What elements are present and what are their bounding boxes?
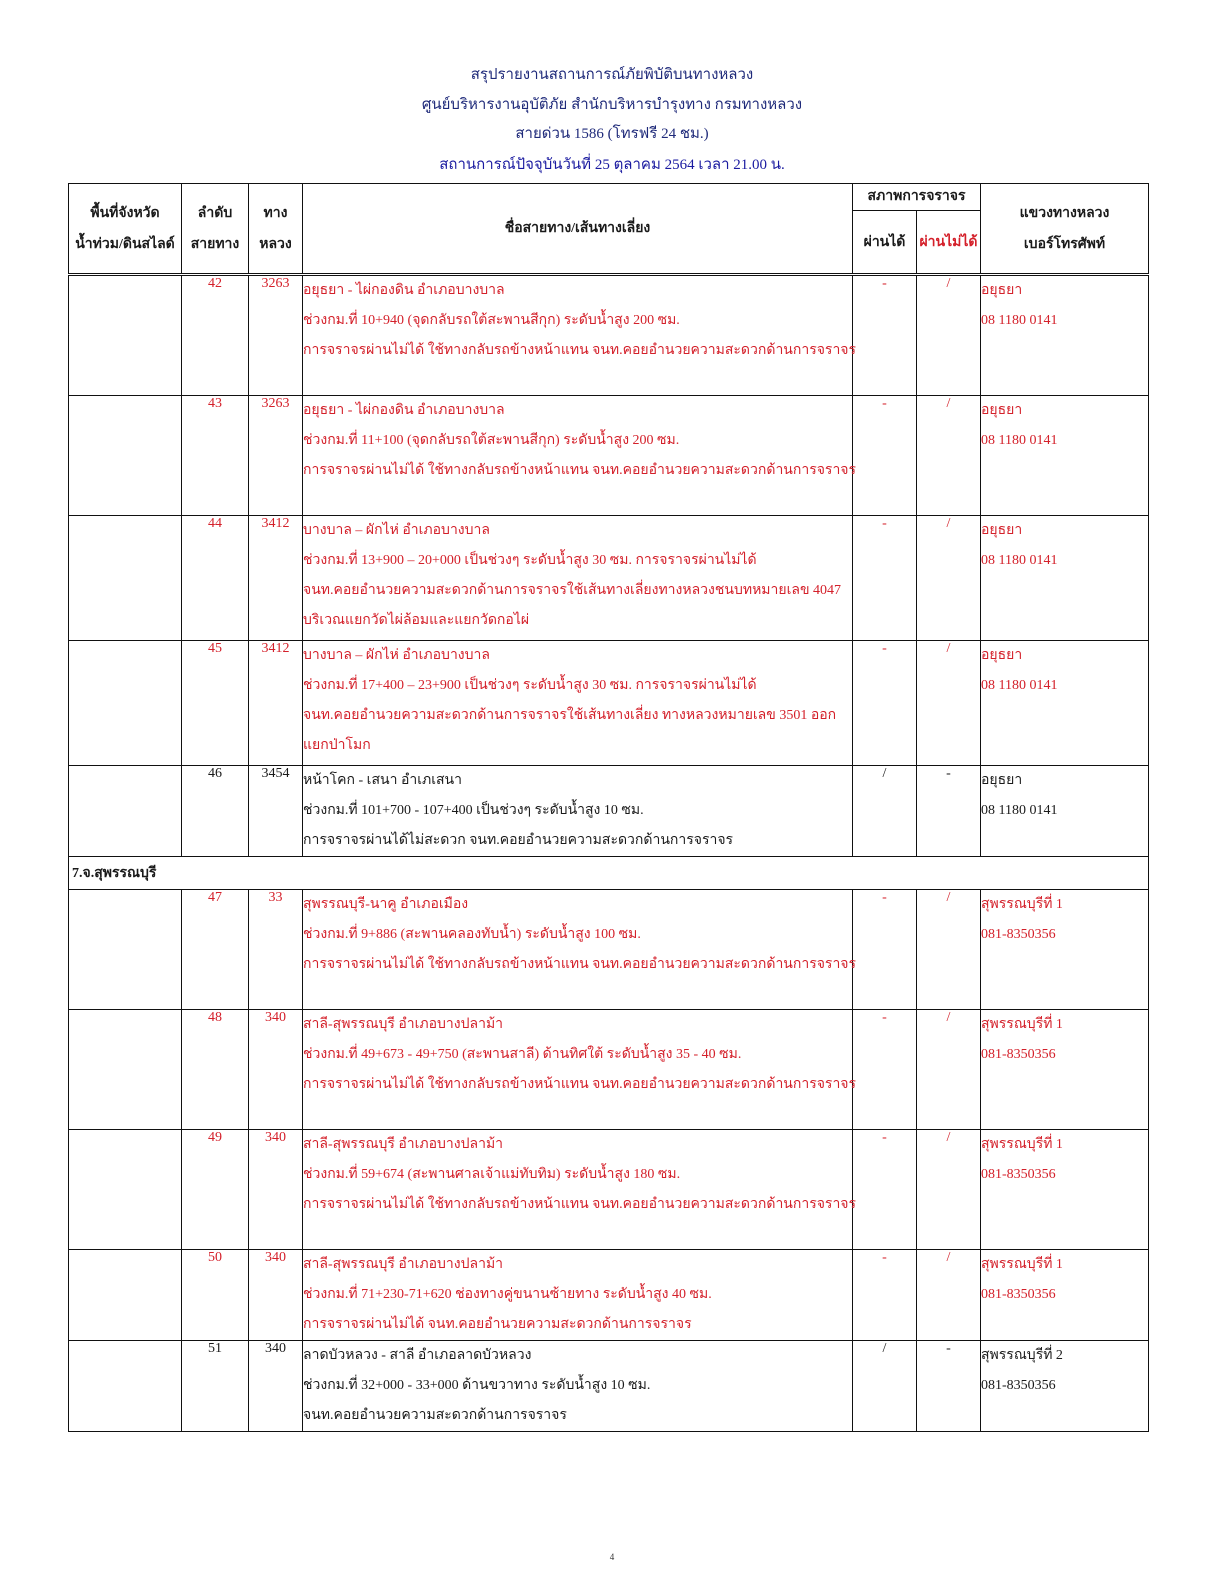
route-line: แยกป่าโมก (303, 738, 371, 753)
area-cell (69, 766, 182, 857)
area-cell (69, 890, 182, 1010)
pass-cell: - (853, 516, 917, 641)
office-phone: 081-8350356 (981, 1378, 1056, 1393)
route-cell (303, 1250, 853, 1341)
highway-cell: 33 (249, 890, 303, 1010)
office-cell (981, 1010, 1149, 1130)
route-line: ช่วงกม.ที่ 9+886 (สะพานคลองทับน้ำ) ระดับน้ำสูง 100 ซม. (303, 927, 641, 942)
route-line: ช่วงกม.ที่ 32+000 - 33+000 ด้านขวาทาง ระดับน้ำสูง 10 ซม. (303, 1378, 651, 1393)
nopass-cell: - (917, 766, 981, 857)
office-name: อยุธยา (981, 283, 1023, 298)
office-phone: 08 1180 0141 (981, 803, 1058, 818)
highway-cell: 340 (249, 1130, 303, 1250)
route-line: ช่วงกม.ที่ 13+900 – 20+000 เป็นช่วงๆ ระดับน้ำสูง 30 ซม. การจราจรผ่านไม่ได้ (303, 553, 757, 568)
table-row (69, 275, 1149, 396)
order-cell: 50 (182, 1250, 249, 1341)
route-line: สาลี-สุพรรณบุรี อำเภอบางปลาม้า (303, 1017, 504, 1032)
hotline: สายด่วน 1586 (โทรฟรี 24 ชม.) (515, 126, 709, 142)
col-traffic-header: สภาพการจราจร (853, 184, 981, 211)
route-line: ลาดบัวหลวง - สาลี อำเภอลาดบัวหลวง (303, 1348, 532, 1363)
highway-cell: 3263 (249, 275, 303, 396)
route-cell (303, 1130, 857, 1250)
col-order-header: ลำดับ สายทาง (182, 184, 249, 275)
office-phone: 08 1180 0141 (981, 313, 1058, 328)
office-phone: 081-8350356 (981, 1167, 1056, 1182)
route-line: จนท.คอยอำนวยความสะดวกด้านการจราจรใช้เส้นทางเลี่ยงทางหลวงชนบทหมายเลข 4047 (303, 583, 842, 598)
route-line: การจราจรผ่านไม่ได้ ใช้ทางกลับรถข้างหน้าแทน จนท.คอยอำนวยความสะดวกด้านการจราจร (303, 343, 857, 358)
office-name: อยุธยา (981, 773, 1023, 788)
route-line: ช่วงกม.ที่ 10+940 (จุดกลับรถใต้สะพานสีกุก) ระดับน้ำสูง 200 ซม. (303, 313, 680, 328)
order-cell: 43 (182, 396, 249, 516)
office-phone: 081-8350356 (981, 927, 1056, 942)
route-line: การจราจรผ่านไม่ได้ ใช้ทางกลับรถข้างหน้าแทน จนท.คอยอำนวยความสะดวกด้านการจราจร (303, 1197, 857, 1212)
highway-cell: 3412 (249, 641, 303, 766)
area-cell (69, 1250, 182, 1341)
route-cell (303, 516, 853, 641)
route-line: การจราจรผ่านไม่ได้ ใช้ทางกลับรถข้างหน้าแทน จนท.คอยอำนวยความสะดวกด้านการจราจร (303, 1077, 857, 1092)
office-name: อยุธยา (981, 648, 1023, 663)
report-datetime: สถานการณ์ปัจจุบันวันที่ 25 ตุลาคม 2564 เวลา 21.00 น. (439, 157, 785, 173)
table-row (69, 1010, 1149, 1130)
office-phone: 081-8350356 (981, 1047, 1056, 1062)
route-line: ช่วงกม.ที่ 59+674 (สะพานศาลเจ้าแม่ทับทิม) ระดับน้ำสูง 180 ซม. (303, 1167, 681, 1182)
report-table (68, 183, 1149, 1432)
route-line: บางบาล – ผักไห่ อำเภอบางบาล (303, 648, 490, 663)
route-cell (303, 1341, 853, 1432)
col-area-header: พื้นที่จังหวัด น้ำท่วม/ดินสไลด์ (69, 184, 182, 275)
route-line: ช่วงกม.ที่ 17+400 – 23+900 เป็นช่วงๆ ระดับน้ำสูง 30 ซม. การจราจรผ่านไม่ได้ (303, 678, 757, 693)
pass-cell: - (853, 1010, 917, 1130)
route-line: จนท.คอยอำนวยความสะดวกด้านการจราจรใช้เส้นทางเลี่ยง ทางหลวงหมายเลข 3501 ออก (303, 708, 837, 723)
office-cell (981, 641, 1149, 766)
route-cell (303, 1010, 857, 1130)
highway-cell: 3412 (249, 516, 303, 641)
route-line: สุพรรณบุรี-นาคู อำเภอเมือง (303, 897, 469, 912)
office-cell (981, 516, 1149, 641)
route-line: บริเวณแยกวัดไผ่ล้อมและแยกวัดกอไผ่ (303, 613, 530, 628)
area-cell (69, 516, 182, 641)
section-row (69, 857, 1149, 890)
pass-cell: - (853, 641, 917, 766)
table-row (69, 641, 1149, 766)
route-line: ช่วงกม.ที่ 49+673 - 49+750 (สะพานสาลี) ด้านทิศใต้ ระดับน้ำสูง 35 - 40 ซม. (303, 1047, 742, 1062)
nopass-cell: / (917, 890, 981, 1010)
route-line: การจราจรผ่านไม่ได้ ใช้ทางกลับรถข้างหน้าแทน จนท.คอยอำนวยความสะดวกด้านการจราจร (303, 957, 857, 972)
office-name: สุพรรณบุรีที่ 1 (981, 1257, 1063, 1272)
nopass-cell: / (917, 516, 981, 641)
route-line: ช่วงกม.ที่ 101+700 - 107+400 เป็นช่วงๆ ระดับน้ำสูง 10 ซม. (303, 803, 644, 818)
highway-cell: 340 (249, 1341, 303, 1432)
pass-cell: / (853, 1341, 917, 1432)
table-row (69, 516, 1149, 641)
area-cell (69, 396, 182, 516)
order-cell: 45 (182, 641, 249, 766)
route-cell (303, 766, 853, 857)
order-cell: 42 (182, 275, 249, 396)
pass-cell: - (853, 890, 917, 1010)
route-line: สาลี-สุพรรณบุรี อำเภอบางปลาม้า (303, 1257, 504, 1272)
nopass-cell: / (917, 275, 981, 396)
office-cell (981, 766, 1149, 857)
office-cell (981, 396, 1149, 516)
col-route-header: ชื่อสายทาง/เส้นทางเลี่ยง (303, 184, 853, 275)
route-line: การจราจรผ่านไม่ได้ จนท.คอยอำนวยความสะดวกด้านการจราจร (303, 1317, 692, 1332)
order-cell: 44 (182, 516, 249, 641)
order-cell: 47 (182, 890, 249, 1010)
page-number: 4 (609, 1552, 615, 1562)
office-name: สุพรรณบุรีที่ 1 (981, 1017, 1063, 1032)
route-cell (303, 641, 853, 766)
nopass-cell: / (917, 1010, 981, 1130)
nopass-cell: / (917, 396, 981, 516)
area-cell (69, 641, 182, 766)
office-phone: 08 1180 0141 (981, 433, 1058, 448)
route-line: บางบาล – ผักไห่ อำเภอบางบาล (303, 523, 490, 538)
table-row (69, 396, 1149, 516)
col-office-header: แขวงทางหลวง เบอร์โทรศัพท์ (981, 184, 1149, 275)
route-line: สาลี-สุพรรณบุรี อำเภอบางปลาม้า (303, 1137, 504, 1152)
route-line: อยุธยา - ไผ่กองดิน อำเภอบางบาล (303, 283, 505, 298)
route-cell (303, 396, 857, 516)
nopass-cell: - (917, 1341, 981, 1432)
pass-cell: - (853, 1130, 917, 1250)
office-cell (981, 1250, 1149, 1341)
highway-cell: 340 (249, 1010, 303, 1130)
office-name: สุพรรณบุรีที่ 1 (981, 1137, 1063, 1152)
table-row (69, 1250, 1149, 1341)
pass-cell: - (853, 1250, 917, 1341)
office-phone: 081-8350356 (981, 1287, 1056, 1302)
area-cell (69, 1130, 182, 1250)
route-cell (303, 275, 857, 396)
office-phone: 08 1180 0141 (981, 678, 1058, 693)
table-row (69, 1341, 1149, 1432)
route-line: อยุธยา - ไผ่กองดิน อำเภอบางบาล (303, 403, 505, 418)
route-line: การจราจรผ่านได้ไม่สะดวก จนท.คอยอำนวยความสะดวกด้านการจราจร (303, 833, 734, 848)
route-line: การจราจรผ่านไม่ได้ ใช้ทางกลับรถข้างหน้าแทน จนท.คอยอำนวยความสะดวกด้านการจราจร (303, 463, 857, 478)
route-cell (303, 890, 857, 1010)
nopass-cell: / (917, 1130, 981, 1250)
highway-cell: 3263 (249, 396, 303, 516)
highway-cell: 3454 (249, 766, 303, 857)
table-row (69, 766, 1149, 857)
order-cell: 48 (182, 1010, 249, 1130)
office-name: อยุธยา (981, 403, 1023, 418)
office-cell (981, 1130, 1149, 1250)
route-line: ช่วงกม.ที่ 71+230-71+620 ช่องทางคู่ขนานซ้ายทาง ระดับน้ำสูง 40 ซม. (303, 1287, 712, 1302)
pass-cell: - (853, 396, 917, 516)
route-line: จนท.คอยอำนวยความสะดวกด้านการจราจร (303, 1408, 567, 1423)
nopass-cell: / (917, 641, 981, 766)
area-cell (69, 1010, 182, 1130)
area-cell (69, 1341, 182, 1432)
area-cell (69, 275, 182, 396)
office-cell (981, 890, 1149, 1010)
route-line: หน้าโคก - เสนา อำเภเสนา (303, 773, 462, 788)
office-phone: 08 1180 0141 (981, 553, 1058, 568)
table-row (69, 1130, 1149, 1250)
office-name: สุพรรณบุรีที่ 1 (981, 897, 1063, 912)
report-subtitle: ศูนย์บริหารงานอุบัติภัย สำนักบริหารบำรุงทาง กรมทางหลวง (421, 97, 803, 113)
order-cell: 46 (182, 766, 249, 857)
highway-cell: 340 (249, 1250, 303, 1341)
office-name: สุพรรณบุรีที่ 2 (981, 1348, 1063, 1363)
office-cell (981, 1341, 1149, 1432)
col-highway-header: ทาง หลวง (249, 184, 303, 275)
col-pass-header: ผ่านได้ (853, 211, 917, 275)
route-line: ช่วงกม.ที่ 11+100 (จุดกลับรถใต้สะพานสีกุก) ระดับน้ำสูง 200 ซม. (303, 433, 680, 448)
office-cell (981, 275, 1149, 396)
table-row (69, 890, 1149, 1010)
nopass-cell: / (917, 1250, 981, 1341)
col-nopass-header: ผ่านไม่ได้ (917, 211, 981, 275)
order-cell: 49 (182, 1130, 249, 1250)
report-title: สรุปรายงานสถานการณ์ภัยพิบัติบนทางหลวง (470, 67, 754, 83)
order-cell: 51 (182, 1341, 249, 1432)
pass-cell: / (853, 766, 917, 857)
section-label: 7.จ.สุพรรณบุรี (69, 857, 1149, 890)
office-name: อยุธยา (981, 523, 1023, 538)
pass-cell: - (853, 275, 917, 396)
